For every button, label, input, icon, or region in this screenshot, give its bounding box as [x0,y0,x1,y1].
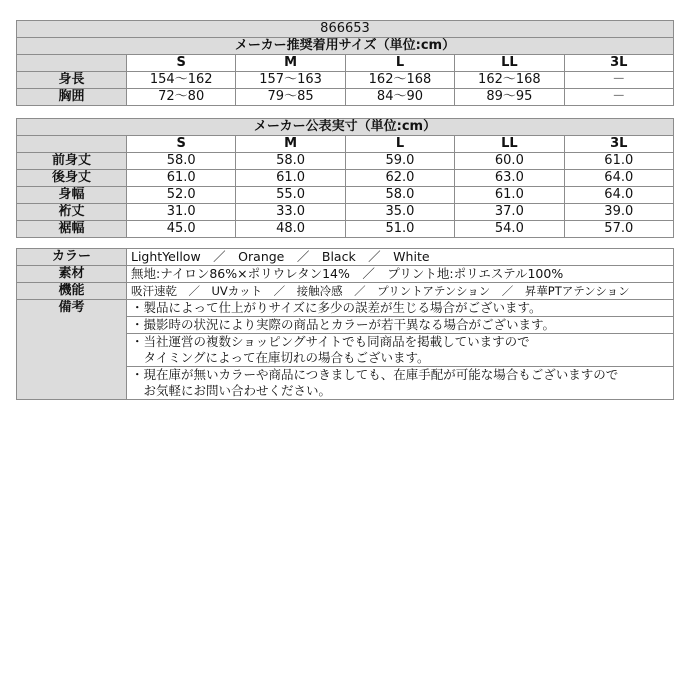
product-code: 866653 [17,21,674,38]
cell: 35.0 [345,204,454,221]
cell: 54.0 [455,221,564,238]
measured-title: メーカー公表実寸（単位:cm） [17,119,674,136]
note-line: ・製品によって仕上がりサイズに多少の誤差が生じる場合がございます。 [131,300,542,315]
cell: 154～162 [127,72,236,89]
cell: 55.0 [236,187,345,204]
cell: 31.0 [127,204,236,221]
corner-cell [17,55,127,72]
material-label: 素材 [17,266,127,283]
row-label: 前身丈 [17,153,127,170]
cell: 61.0 [564,153,673,170]
cell: 59.0 [345,153,454,170]
table-row [17,283,674,300]
cell: 57.0 [564,221,673,238]
cell: 51.0 [345,221,454,238]
cell: 58.0 [345,187,454,204]
cell: － [564,72,673,89]
product-info-table [16,248,674,400]
note-item [127,334,674,367]
size-header: 3L [564,55,673,72]
size-header: L [345,55,454,72]
table-row [17,249,674,266]
note-line: ・撮影時の状況により実際の商品とカラーが若干異なる場合がございます。 [131,317,556,332]
cell: － [564,89,673,106]
cell: 60.0 [455,153,564,170]
cell: 84～90 [345,89,454,106]
note-item [127,367,674,400]
table-row [17,170,674,187]
table-row [17,300,674,317]
cell: 64.0 [564,170,673,187]
size-header: M [236,55,345,72]
row-label: 身長 [17,72,127,89]
row-label: 裾幅 [17,221,127,238]
cell: 79～85 [236,89,345,106]
size-header: S [127,55,236,72]
table-row [17,204,674,221]
note-line: ・当社運営の複数ショッピングサイトでも同商品を掲載していますので [131,334,530,349]
cell: 89～95 [455,89,564,106]
measured-size-table [16,118,674,238]
cell: 33.0 [236,204,345,221]
cell: 61.0 [455,187,564,204]
cell: 48.0 [236,221,345,238]
cell: 52.0 [127,187,236,204]
note-line: タイミングによって在庫切れの場合もございます。 [131,350,430,365]
recommended-size-table [16,20,674,106]
cell: 39.0 [564,204,673,221]
cell: 61.0 [236,170,345,187]
cell: 63.0 [455,170,564,187]
size-header: LL [455,55,564,72]
note-line: お気軽にお問い合わせください。 [131,383,332,398]
corner-cell [17,136,127,153]
recommended-title: メーカー推奨着用サイズ（単位:cm） [17,38,674,55]
cell: 72～80 [127,89,236,106]
table-row [17,89,674,106]
row-label: 後身丈 [17,170,127,187]
size-header: S [127,136,236,153]
cell: 61.0 [127,170,236,187]
table-row [17,221,674,238]
cell: 162～168 [345,72,454,89]
row-label: 身幅 [17,187,127,204]
size-header: M [236,136,345,153]
size-header: L [345,136,454,153]
table-row [17,266,674,283]
cell: 162～168 [455,72,564,89]
material-value: 無地:ナイロン86%×ポリウレタン14% ／ プリント地:ポリエステル100% [127,266,674,283]
note-item [127,317,674,334]
size-header: LL [455,136,564,153]
cell: 62.0 [345,170,454,187]
color-label: カラー [17,249,127,266]
cell: 45.0 [127,221,236,238]
function-label: 機能 [17,283,127,300]
table-row [17,72,674,89]
row-label: 胸囲 [17,89,127,106]
notes-label: 備考 [17,300,127,400]
row-label: 裄丈 [17,204,127,221]
cell: 58.0 [236,153,345,170]
table-row [17,153,674,170]
cell: 64.0 [564,187,673,204]
note-item [127,300,674,317]
table-row [17,187,674,204]
cell: 157～163 [236,72,345,89]
size-header: 3L [564,136,673,153]
color-value: LightYellow ／ Orange ／ Black ／ White [127,249,674,266]
cell: 58.0 [127,153,236,170]
note-line: ・現在庫が無いカラーや商品につきましても、在庫手配が可能な場合もございますので [131,367,619,382]
cell: 37.0 [455,204,564,221]
function-value: 吸汗速乾 ／ UVカット ／ 接触冷感 ／ プリントアテンション ／ 昇華PTアテンション [127,283,674,300]
